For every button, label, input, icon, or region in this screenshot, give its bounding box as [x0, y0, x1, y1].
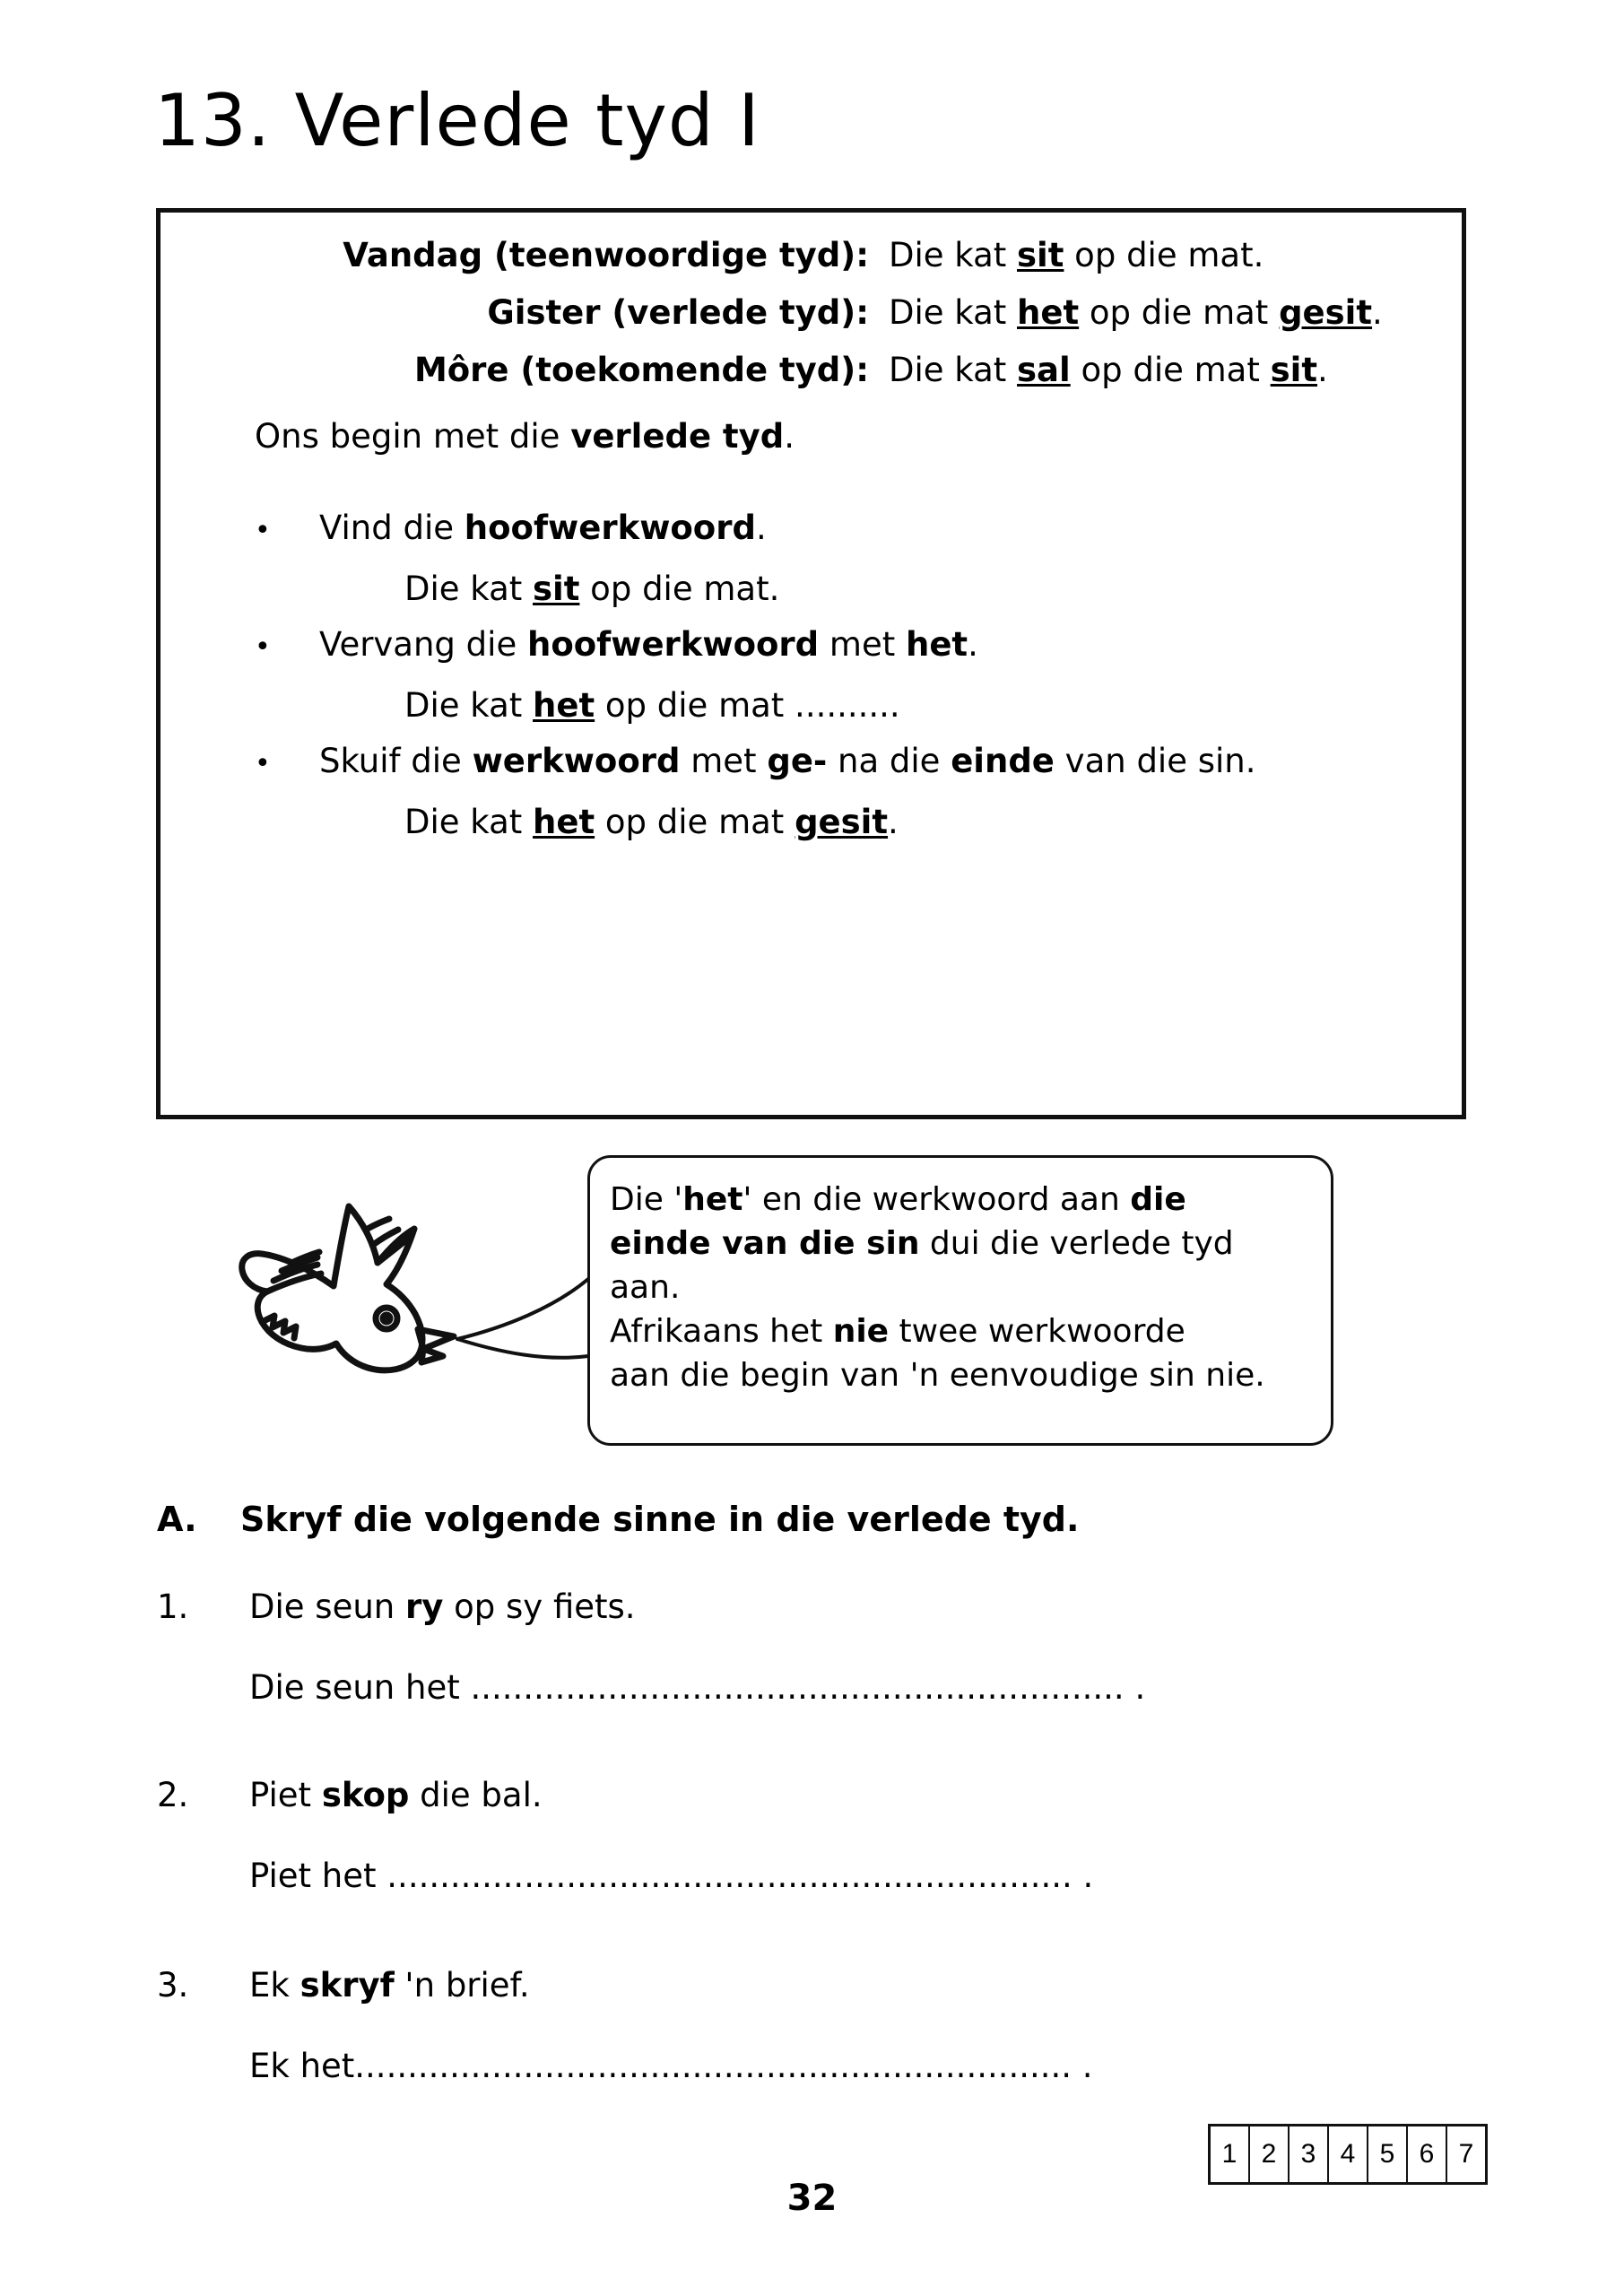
step-example: Die kat sit op die mat.: [404, 570, 780, 608]
tense-table: [161, 236, 1462, 408]
question-prompt: Ek skryf 'n brief.: [249, 1966, 530, 2005]
step-bullet-row: [255, 509, 767, 547]
tense-label: Vandag (teenwoordige tyd):: [343, 236, 869, 274]
step-instruction: Skuif die werkwoord met ge- na die einde van die sin.: [319, 742, 1256, 780]
question-number: 1.: [157, 1587, 189, 1626]
step-example: Die kat het op die mat gesit.: [404, 803, 899, 841]
step-instruction: Vind die hoofwerkwoord.: [319, 509, 767, 547]
exercise-instruction: Skryf die volgende sinne in die verlede tyd.: [240, 1500, 1080, 1539]
answer-line[interactable]: Piet het ................................................................. .: [249, 1857, 1094, 1895]
tip-line: Die 'het' en die werkwoord aan die: [610, 1181, 1186, 1218]
tracker-cell[interactable]: 6: [1408, 2126, 1447, 2182]
step-instruction: Vervang die hoofwerkwoord met het.: [319, 625, 978, 664]
tense-label: Môre (toekomende tyd):: [413, 351, 869, 389]
tip-speech-bubble: [587, 1155, 1333, 1446]
step-example: Die kat het op die mat ..........: [404, 686, 900, 725]
question-number: 2.: [157, 1776, 189, 1814]
tense-sentence: Die kat sit op die mat.: [889, 236, 1264, 274]
step-bullet-row: [255, 742, 1256, 780]
page-title: 13. Verlede tyd I: [154, 79, 760, 162]
tense-sentence: Die kat het op die mat gesit.: [889, 293, 1383, 332]
step-bullet-row: [255, 625, 978, 664]
tracker-cell[interactable]: 5: [1368, 2126, 1408, 2182]
question-number: 3.: [157, 1966, 189, 2005]
tracker-cell[interactable]: 2: [1250, 2126, 1290, 2182]
tip-line: aan.: [610, 1269, 681, 1306]
rule-box: [156, 208, 1466, 1119]
question-prompt: Piet skop die bal.: [249, 1776, 543, 1814]
tense-row: [161, 236, 1462, 291]
tracker-cell[interactable]: 1: [1211, 2126, 1250, 2182]
tense-row: [161, 351, 1462, 406]
exercise-letter: A.: [157, 1500, 197, 1539]
tracker-cell[interactable]: 7: [1458, 2139, 1474, 2169]
bullet-icon: •: [255, 748, 271, 779]
tip-line: aan die begin van 'n eenvoudige sin nie.: [610, 1357, 1265, 1394]
tracker-cell[interactable]: 4: [1329, 2126, 1368, 2182]
tip-line: einde van die sin dui die verlede tyd: [610, 1225, 1234, 1262]
question-prompt: Die seun ry op sy fiets.: [249, 1587, 636, 1626]
answer-line[interactable]: Ek het.................................................................... .: [249, 2047, 1093, 2085]
tense-label: Gister (verlede tyd):: [487, 293, 869, 332]
intro-line: Ons begin met die verlede tyd.: [255, 417, 795, 456]
tracker-cell[interactable]: 3: [1290, 2126, 1329, 2182]
bird-icon: [231, 1186, 608, 1401]
progress-tracker: [1208, 2124, 1488, 2185]
tense-sentence: Die kat sal op die mat sit.: [889, 351, 1328, 389]
tip-line: Afrikaans het nie twee werkwoorde: [610, 1313, 1185, 1350]
tense-row: [161, 293, 1462, 349]
bullet-icon: •: [255, 515, 271, 546]
page-number: 32: [786, 2178, 838, 2219]
answer-line[interactable]: Die seun het .............................................................. .: [249, 1668, 1146, 1707]
bullet-icon: •: [255, 631, 271, 663]
